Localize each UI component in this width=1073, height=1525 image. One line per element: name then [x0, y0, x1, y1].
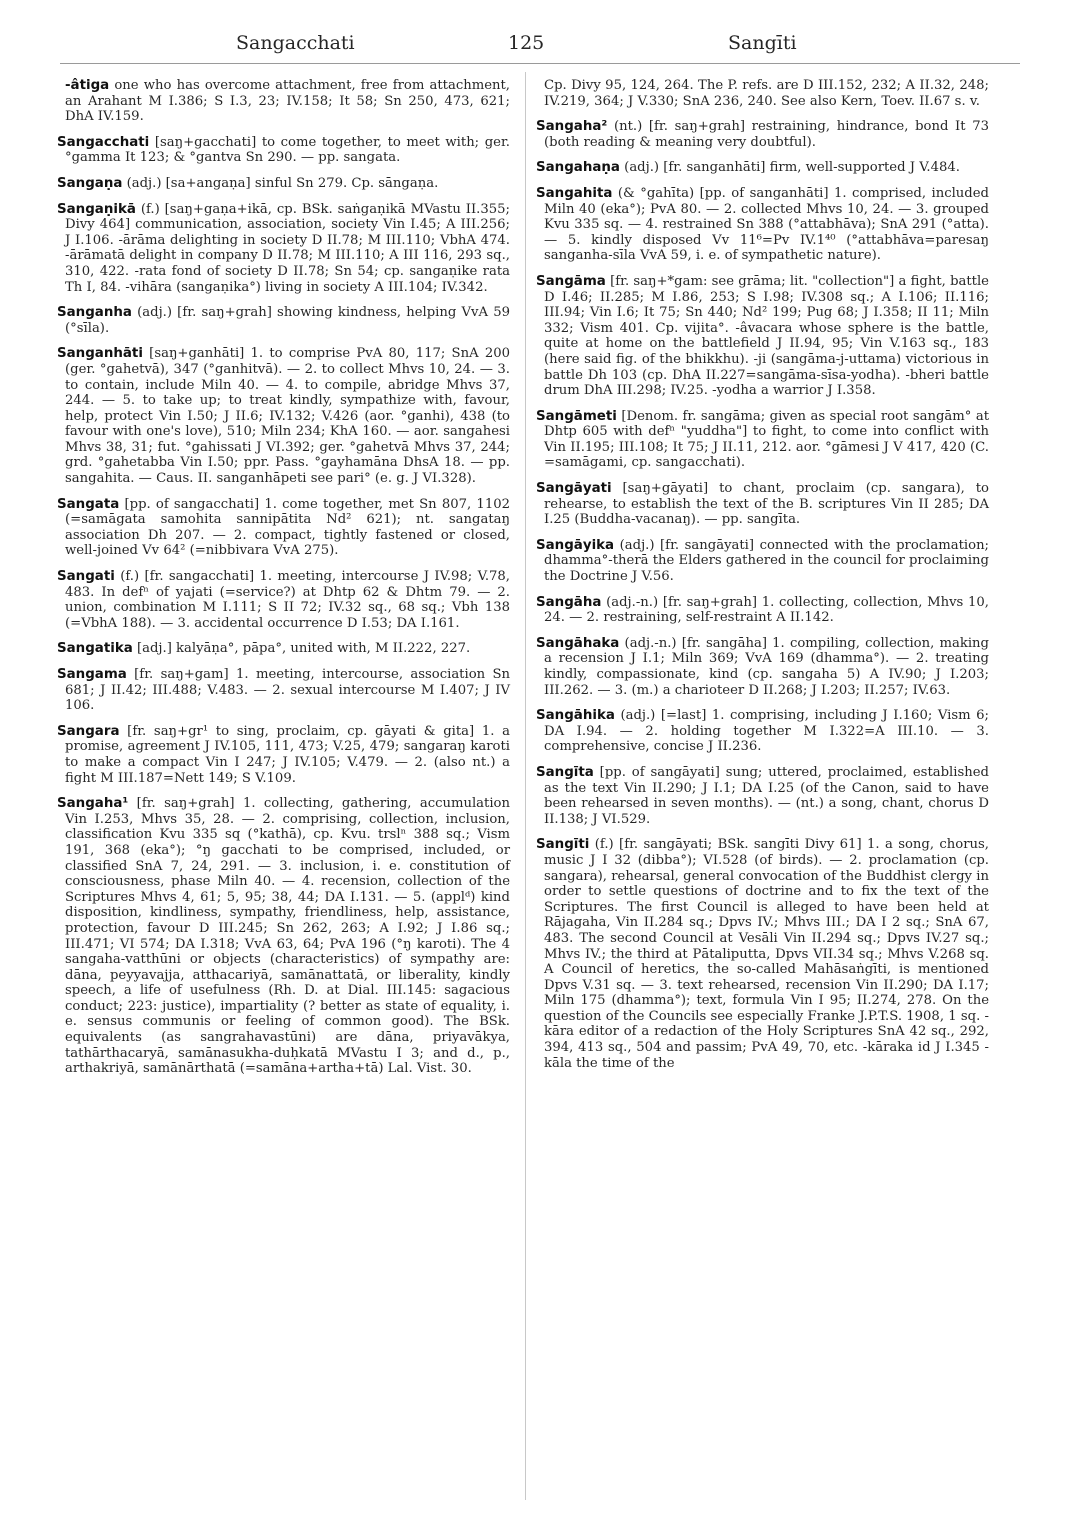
entry-headword: Sangaṇa: [57, 175, 123, 191]
entry-headword: Sangaṇikā: [57, 201, 136, 217]
entry-definition: (adj.) [=last] 1. comprising, including J I.160; Vism 6; DA I.94. — 2. holding together M I.322=A III.10. — 3. comprehensive, concise J II.236.: [544, 708, 989, 755]
entry-headword: Sangaha¹: [57, 796, 129, 812]
entry-definition: [adj.] kalyāṇa°, pāpa°, united with, M II.222, 227.: [132, 641, 471, 657]
dictionary-entry: [536, 595, 989, 626]
entry-headword: Sanganhāti: [57, 346, 143, 362]
entry-definition: [pp. of sangāyati] sung; uttered, proclaimed, established as the text Vin II.290; J I.1; DA I.25 (of the Canon, said to have been rehearsed in seven months). — (nt.) a song, chant, chorus D II.138; J VI.529.: [544, 764, 989, 827]
entry-definition: (adj.) [fr. sanganhāti] firm, well-supported J V.484.: [619, 160, 960, 176]
entry-definition: [fr. saŋ+gam] 1. meeting, intercourse, association Sn 681; J II.42; III.488; V.483. — 2. sexual intercourse M I.407; J IV 106.: [65, 667, 510, 714]
entry-headword: Sangahita: [536, 185, 613, 201]
entry-headword: Sangara: [57, 723, 120, 739]
entry-definition: (adj.-n.) [fr. saŋ+grah] 1. collecting, collection, Mhvs 10, 24. — 2. restraining, self-restraint A II.142.: [544, 594, 989, 626]
entry-headword: Sangaha²: [536, 119, 608, 135]
entry-headword: Sangāyati: [536, 481, 612, 497]
entry-headword: Sangāhika: [536, 708, 615, 724]
entry-definition: (f.) [fr. sangacchati] 1. meeting, intercourse J IV.98; V.78, 483. In defⁿ of yajati (=service?) at Dhtp 62 & Dhtm 79. — 2. union, combination M I.111; S II 72; IV.32 sq., 68 sq.; Vbh 138 (=VbhA 188). — 3. accidental occurrence D I.53; DA I.161.: [65, 569, 510, 631]
entry-headword: Sangacchati: [57, 134, 150, 150]
dictionary-entry: [536, 409, 989, 471]
page-header: [60, 32, 1020, 60]
entry-headword: Sanganha: [57, 305, 132, 321]
entry-definition: one who has overcome attachment, free from attachment, an Arahant M I.386; S I.3, 23; IV.158; It 58; Sn 250, 473, 621; DhA IV.159.: [65, 78, 510, 125]
entry-definition: (adj.) [fr. saŋ+grah] showing kindness, helping VvA 59 (°sīla).: [65, 305, 510, 336]
dictionary-entry: [536, 186, 989, 264]
entry-definition: (f.) [fr. sangāyati; BSk. sangīti Divy 61] 1. a song, chorus, music J I 32 (dibba°); VI.528 (of birds). — 2. proclamation (cp. sangara), rehearsal, general convocation of the Buddhist clergy in order to settle questions of doctrine and to fix the text of the Scriptures. The first Council is alleged to have been held at Rājagaha, Vin II.284 sq.; Dpvs IV.; Mhvs III.; DA I 2 sq.; SnA 67, 483. The second Council at Vesāli Vin II.294 sq.; Dpvs IV.27 sq.; Mhvs IV.; the third at Pātaliputta, Dpvs VII.34 sq.; Mhvs V.268 sq. A Council of heretics, the so-called Mahāsaṅgīti, is mentioned Dpvs V.31 sq. — 3. text rehearsed, recension Vin II.290; DA I.17; Miln 175 (dhamma°); text, formula Vin I 95; II.274, 278. On the question of the Councils see especially Franke J.P.T.S. 1908, 1 sq. -kāra editor of a redaction of the Holy Scriptures SnA 42 sq., 292, 394, 413 sq., 504 and passim; PvA 49, 70, etc. -kāraka id J I.345 -kāla the time of the: [544, 837, 989, 1071]
dictionary-entry: [536, 708, 989, 755]
entry-headword: Sangati: [57, 569, 115, 585]
header-rule: [60, 63, 1020, 64]
left-column: [57, 78, 510, 1087]
dictionary-entry: [57, 641, 510, 657]
entry-definition: (& °gahīta) [pp. of sanganhāti] 1. comprised, included Miln 40 (eka°); PvA 80. — 2. collected Mhvs 10, 24. — 3. grouped Kvu 335 sq. — 4. restrained Sn 388 (°attabhāva); SnA 291 (°atta). — 5. kindly disposed Vv 11⁶=Pv IV.1⁴⁰ (°attabhāva=paresaŋ sanganha-sīla VvA 59, i. e. of sympathetic nature).: [544, 185, 989, 264]
dictionary-entry: [536, 481, 989, 528]
dictionary-entry: [536, 538, 989, 585]
entry-headword: Sangīta: [536, 764, 594, 780]
column-divider: [525, 72, 526, 1500]
entry-headword: Sangāmeti: [536, 408, 617, 424]
entry-headword: Sangāhaka: [536, 635, 620, 651]
header-left-guideword: Sangacchati: [236, 32, 355, 54]
dictionary-entry: [57, 176, 510, 192]
entry-headword: Sangāha: [536, 594, 602, 610]
entry-definition: [fr. saŋ+grah] 1. collecting, gathering, accumulation Vin I.253, Mhvs 35, 28. — 2. comprising, collection, inclusion, classification Kvu 335 sq (°kathā), cp. Kvu. trslⁿ 388 sq.; Vism 191, 368 (eka°); °ŋ gacchati to be comprised, included, or classified SnA 7, 24, 291. — 3. inclusion, i. e. constitution of consciousness, phase Miln 40. — 4. recension, collection of the Scriptures Mhvs 4, 61; 5, 95; 38, 44; DA I.131. — 5. (applᵈ) kind disposition, kindliness, sympathy, friendliness, help, assistance, protection, favour D III.245; Sn 262, 263; A I.92; J I.86 sq.; III.471; VI 574; DA I.318; VvA 63, 64; PvA 196 (°ŋ karoti). The 4 sangaha-vatthūni or objects (characteristics) of sympathy are: dāna, peyyavajja, atthacariyā, samānattatā, or liberality, kindly speech, a life of usefulness (Rh. D. at Dial. III.145: sagacious conduct; 223: justice), impartiality (? better as state of equality, i. e. sensus communis or feeling of common good). The BSk. equivalents (as sangrahavastūni) are dāna, priyavākya, tathārthacaryā, samānasukha-duḥkatā MVastu I 3; and d., p., arthakriyā, samānārthatā (=samāna+artha+tā) Lal. Vist. 30.: [65, 796, 510, 1077]
entry-headword: Sangatika: [57, 641, 133, 657]
entry-definition: [fr. saŋ+gr¹ to sing, proclaim, cp. gāyati & gita] 1. a promise, agreement J IV.105, 111, 473; V.25, 479; sangaraŋ karoti to make a compact Vin I 247; J IV.105; V.479. — 2. (also nt.) a fight M III.187=Nett 149; S V.109.: [65, 723, 510, 786]
page-number: 125: [508, 32, 545, 54]
entry-definition: [Denom. fr. sangāma; given as special root sangām° at Dhtp 605 with defⁿ "yuddha"] to fight, to come into conflict with Vin II.195; III.108; It 75; J II.11, 212. aor. °gāmesi J V 417, 420 (C. =samāgami, cp. sangacchati).: [544, 408, 989, 471]
dictionary-entry: [57, 346, 510, 486]
dictionary-entry: [57, 202, 510, 296]
dictionary-entry: [57, 667, 510, 714]
entry-definition: (f.) [saŋ+gaṇa+ikā, cp. BSk. saṅgaṇikā MVastu II.355; Divy 464] communication, association, society Vin I.45; A III.256; J I.106. -ārāma delighting in society D II.78; M III.110; VbhA 474. -ārāmatā delight in company D II.78; M III.110; A III 116, 293 sq., 310, 422. -rata fond of society D II.78; Sn 54; cp. sangaṇike rata Th I, 84. -vihāra (sangaṇika°) living in society A III.104; IV.342.: [65, 201, 510, 295]
dictionary-entry: [536, 78, 989, 109]
entry-definition: [saŋ+gacchati] to come together, to meet with; ger. °gamma It 123; & °gantva Sn 290. — pp. sangata.: [65, 134, 510, 166]
dictionary-entry: [536, 636, 989, 698]
entry-definition: (nt.) [fr. saŋ+grah] restraining, hindrance, bond It 73 (both reading & meaning very doubtful).: [544, 119, 989, 150]
entry-headword: Sangīti: [536, 837, 590, 853]
entry-headword: Sangāma: [536, 273, 606, 289]
entry-definition: (adj.-n.) [fr. sangāha] 1. compiling, collection, making a recension J I.1; Miln 369; VvA 169 (dhamma°). — 2. treating kindly, compassionate, kind (cp. sangaha 5) A IV.90; J I.203; III.262. — 3. (m.) a charioteer D II.268; J I.203; II.257; IV.63.: [544, 635, 989, 698]
dictionary-entry: [536, 119, 989, 150]
dictionary-entry: [57, 497, 510, 559]
entry-definition: [saŋ+gāyati] to chant, proclaim (cp. sangara), to rehearse, to establish the text of the B. scriptures Vin II 285; DA I.25 (Buddha-vacanaŋ). — pp. sangīta.: [544, 481, 989, 528]
dictionary-entry: [536, 765, 989, 827]
dictionary-entry: [57, 305, 510, 336]
dictionary-entry: [57, 135, 510, 166]
entry-headword: Sangata: [57, 496, 120, 512]
entry-definition: (adj.) [fr. sangāyati] connected with the proclamation; dhamma°-therā the Elders gathered in the council for proclaiming the Doctrine J V.56.: [544, 537, 989, 585]
entry-definition: [fr. saŋ+*gam: see grāma; lit. "collection"] a fight, battle D I.46; II.285; M I.86, 253; S I.98; IV.308 sq.; A I.106; II.116; III.94; Vin I.6; It 75; Sn 440; Nd² 199; Pug 68; J I.358; II 11; Miln 332; Vism 401. Cp. vijita°. -âvacara whose sphere is the battle, quite at home on the battlefield J II.94, 95; Vin V.163 sq., 183 (here said fig. of the bhikkhu). -ji (sangāma-j-uttama) victorious in battle Dh 103 (cp. DhA II.227=sangāma-sīsa-yodha). -bheri battle drum DhA III.298; IV.25. -yodha a warrior J I.358.: [544, 273, 989, 399]
dictionary-entry: [57, 796, 510, 1077]
entry-definition: [pp. of sangacchati] 1. come together, met Sn 807, 1102 (=samāgata samohita sannipātita Nd² 621); nt. sangataŋ association Dh 207. — 2. compact, tightly fastened or closed, well-joined Vv 64² (=nibbivara VvA 275).: [65, 496, 510, 559]
entry-headword: Sangāyika: [536, 537, 615, 553]
dictionary-entry: [536, 274, 989, 399]
dictionary-entry: [57, 78, 510, 125]
entry-headword: Sangahaṇa: [536, 160, 620, 176]
entry-headword: -âtiga: [65, 78, 110, 93]
entry-definition: [saŋ+ganhāti] 1. to comprise PvA 80, 117; SnA 200 (ger. °gahetvā), 347 (°ganhitvā). — 2. to collect Mhvs 10, 24. — 3. to contain, include Miln 40. — 4. to compile, abridge Mhvs 37, 244. — 5. to take up; to treat kindly, sympathize with, favour, help, protect Vin I.50; J II.6; IV.132; V.426 (aor. °ganhi), 438 (to favour with one's love), 510; Miln 234; KhA 160. — aor. sangahesi Mhvs 38, 31; fut. °gahissati J VI.392; ger. °gahetvā Mhvs 37, 244; grd. °gahetabba Vin I.50; ppr. Pass. °gayhamāna DhsA 18. — pp. sangahita. — Caus. II. sanganhāpeti see pari° (e. g. J VI.328).: [65, 346, 510, 487]
header-right-guideword: Sangīti: [728, 32, 797, 54]
right-column: [536, 78, 989, 1081]
dictionary-entry: [536, 837, 989, 1071]
entry-headword: Sangama: [57, 667, 127, 682]
dictionary-entry: [57, 569, 510, 631]
dictionary-entry: [536, 160, 989, 176]
entry-definition: Cp. Divy 95, 124, 264. The P. refs. are D III.152, 232; A II.32, 248; IV.219, 364; J V.330; SnA 236, 240. See also Kern, Toev. II.67 s. v.: [544, 78, 989, 109]
dictionary-entry: [57, 724, 510, 786]
entry-definition: (adj.) [sa+angaṇa] sinful Sn 279. Cp. sāngaṇa.: [122, 175, 439, 191]
